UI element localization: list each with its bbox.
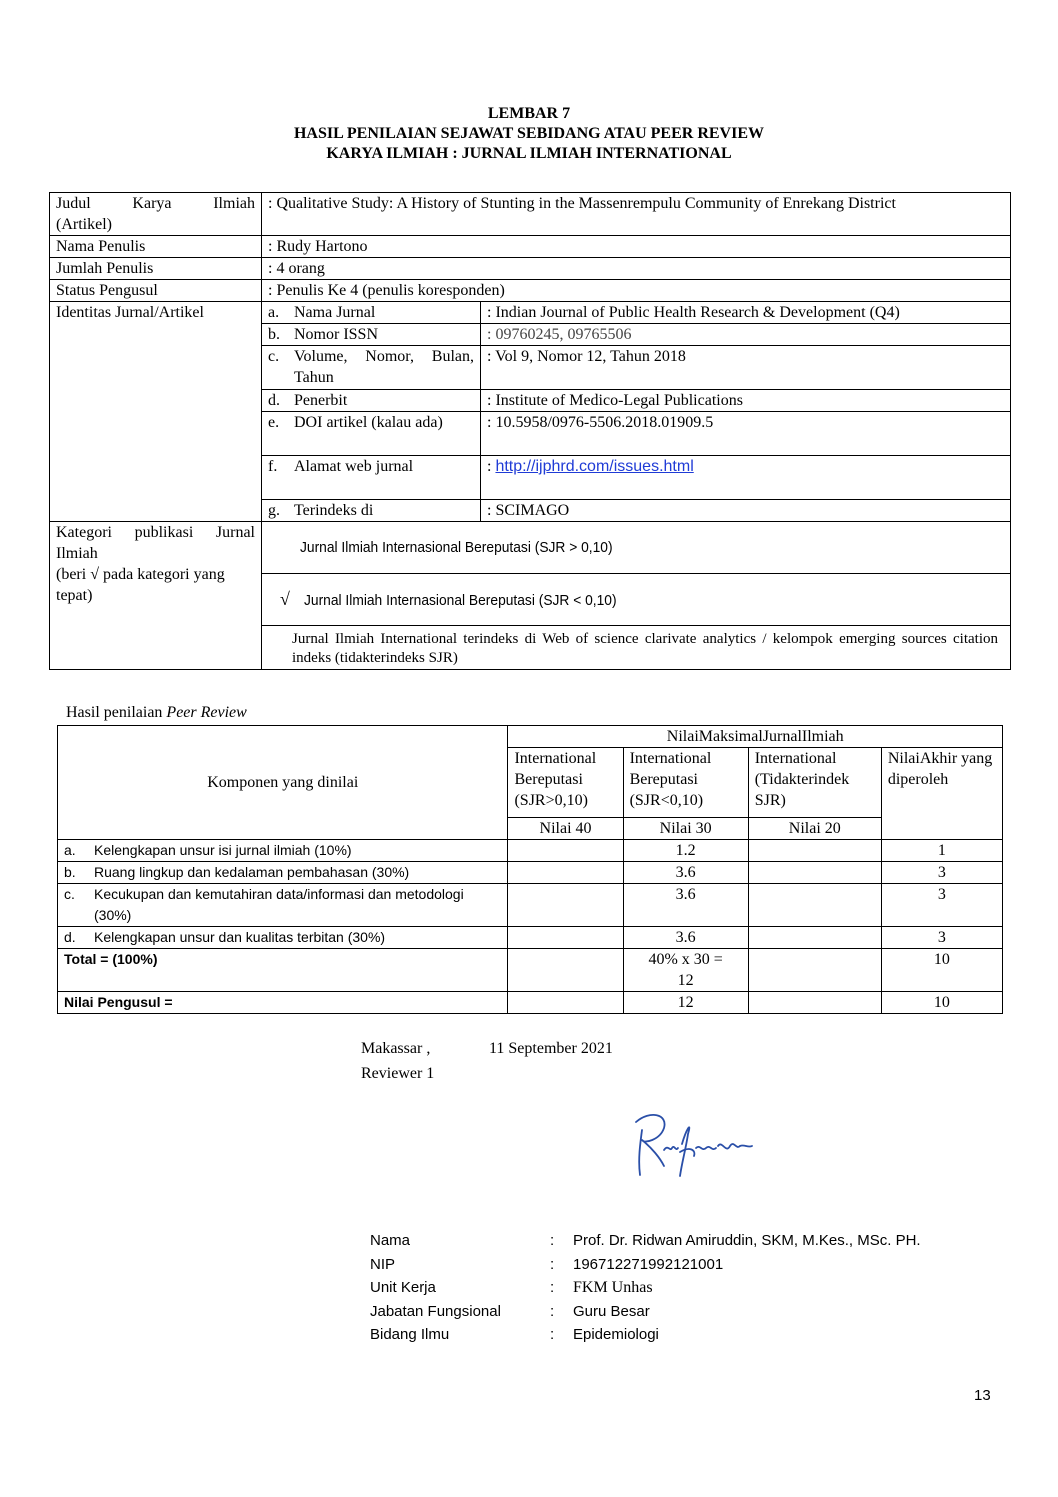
jumlah-label: Jumlah Penulis — [50, 258, 262, 280]
nilai-20-header: Nilai 20 — [748, 818, 881, 840]
identitas-row-g-label: g. Terindeks di — [262, 500, 481, 522]
handwritten-signature — [630, 1100, 760, 1195]
col-header-no-sjr: International (Tidakterindek SJR) — [748, 748, 881, 818]
col-header-sjr-lt: International Bereputasi (SJR<0,10) — [623, 748, 748, 818]
journal-web-link[interactable]: http://ijphrd.com/issues.html — [495, 458, 694, 475]
kategori-option-1: Jurnal Ilmiah Internasional Bereputasi (SJR > 0,10) — [262, 522, 1011, 574]
table-row: b. Ruang lingkup dan kedalaman pembahasan (30%) 3.6 3 — [58, 862, 1003, 884]
check-mark-icon: √ — [280, 588, 290, 609]
identitas-row-b-value: : 09760245, 09765506 — [481, 324, 1011, 346]
identitas-row-e-label: e. DOI artikel (kalau ada) — [262, 412, 481, 456]
judul-label: Judul Karya Ilmiah (Artikel) — [50, 193, 262, 236]
identitas-row-a-label: a. Nama Jurnal — [262, 302, 481, 324]
signoff-place: Makassar , — [361, 1040, 431, 1057]
title-line-3: KARYA ILMIAH : JURNAL ILMIAH INTERNATIONAL — [326, 145, 732, 162]
nilai-30-header: Nilai 30 — [623, 818, 748, 840]
jumlah-value: : 4 orang — [262, 258, 1011, 280]
signoff-block — [361, 1036, 613, 1086]
kategori-label: Kategori publikasi Jurnal Ilmiah (beri √ pada kategori yang tepat) — [50, 522, 262, 670]
identitas-row-c-label: c. Volume, Nomor, Bulan, Tahun — [262, 346, 481, 390]
identitas-row-c-value: : Vol 9, Nomor 12, Tahun 2018 — [481, 346, 1011, 390]
identitas-row-d-value: : Institute of Medico-Legal Publications — [481, 390, 1011, 412]
kategori-option-2: √ Jurnal Ilmiah Internasional Bereputasi (SJR < 0,10) — [262, 574, 1011, 626]
identitas-row-f-label: f. Alamat web jurnal — [262, 456, 481, 500]
peer-review-table — [57, 725, 1003, 1014]
article-info-table — [49, 192, 1011, 670]
kategori-option-3: Jurnal Ilmiah International terindeks di Web of science clarivate analytics / kelompok emerging sources citation indeks (tidakterindeks SJR) — [262, 626, 1011, 670]
pengusul-row: Nilai Pengusul = 12 10 — [58, 992, 1003, 1014]
signoff-date: 11 September 2021 — [489, 1040, 613, 1057]
identitas-row-e-value: : 10.5958/0976-5506.2018.01909.5 — [481, 412, 1011, 456]
penulis-value: : Rudy Hartono — [262, 236, 1011, 258]
identitas-row-f-value: : http://ijphrd.com/issues.html — [481, 456, 1011, 500]
identitas-row-b-label: b. Nomor ISSN — [262, 324, 481, 346]
nilai-40-header: Nilai 40 — [508, 818, 623, 840]
col-header-nilai-akhir: NilaiAkhir yang diperoleh — [881, 748, 1002, 840]
col-header-sjr-gt: International Bereputasi (SJR>0,10) — [508, 748, 623, 818]
table-row: a. Kelengkapan unsur isi jurnal ilmiah (10%) 1.2 1 — [58, 840, 1003, 862]
judul-value: : Qualitative Study: A History of Stunting in the Massenrempulu Community of Enrekang District — [262, 193, 1011, 236]
document-title — [0, 104, 1058, 164]
status-label: Status Pengusul — [50, 280, 262, 302]
identitas-row-a-value: : Indian Journal of Public Health Research & Development (Q4) — [481, 302, 1011, 324]
status-value: : Penulis Ke 4 (penulis koresponden) — [262, 280, 1011, 302]
identitas-row-g-value: : SCIMAGO — [481, 500, 1011, 522]
penulis-label: Nama Penulis — [50, 236, 262, 258]
peer-review-caption: Hasil penilaian Peer Review — [66, 704, 247, 721]
title-line-1: LEMBAR 7 — [487, 105, 571, 122]
identitas-label: Identitas Jurnal/Artikel — [50, 302, 262, 522]
table-row: c. Kecukupan dan kemutahiran data/informasi dan metodologi (30%) 3.6 3 — [58, 884, 1003, 927]
table-row: d. Kelengkapan unsur dan kualitas terbitan (30%) 3.6 3 — [58, 927, 1003, 949]
signoff-role: Reviewer 1 — [361, 1065, 435, 1082]
title-line-2: HASIL PENILAIAN SEJAWAT SEBIDANG ATAU PEER REVIEW — [293, 125, 765, 142]
identitas-row-d-label: d. Penerbit — [262, 390, 481, 412]
nilai-maksimal-header: NilaiMaksimalJurnalIlmiah — [508, 726, 1003, 748]
page-number: 13 — [974, 1387, 991, 1404]
komponen-header: Komponen yang dinilai — [58, 726, 508, 840]
total-row: Total = (100%) 40% x 30 = 12 10 — [58, 949, 1003, 992]
